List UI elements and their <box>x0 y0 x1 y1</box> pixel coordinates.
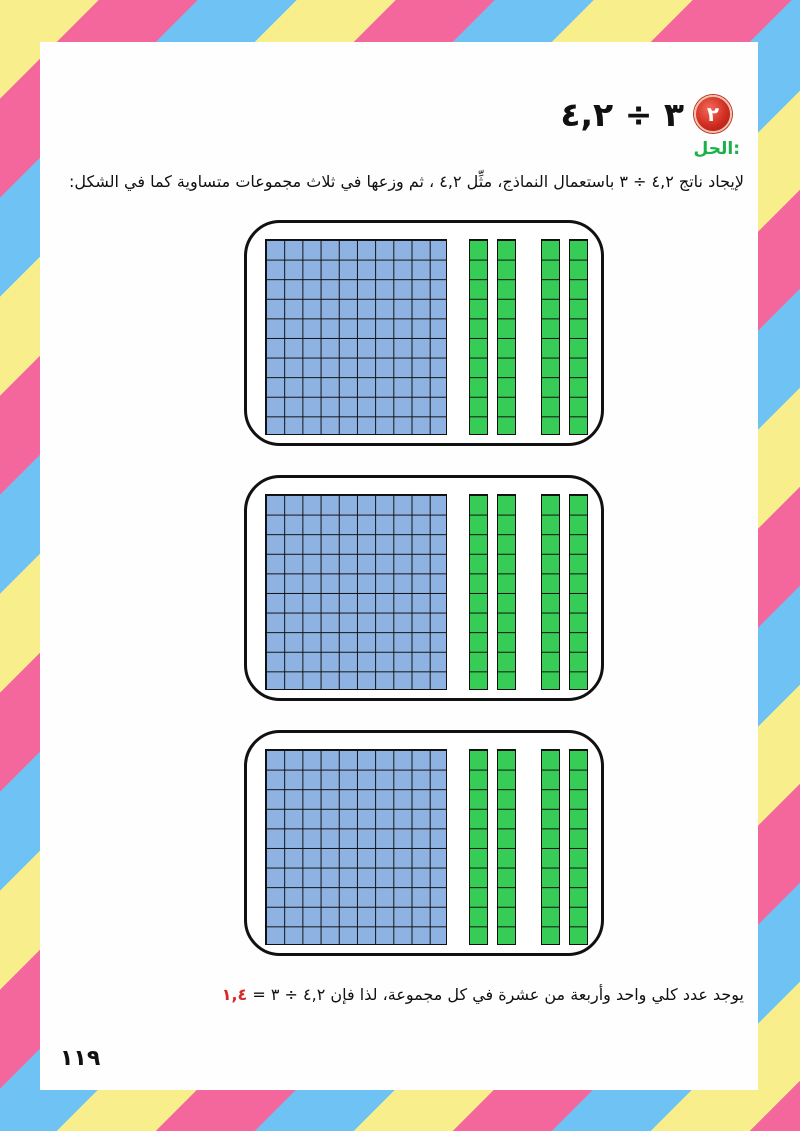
conclusion-text <box>54 985 744 1004</box>
tenth-rod <box>469 749 488 945</box>
solution-label: الحل: <box>693 139 740 159</box>
tenth-rod <box>469 239 488 435</box>
problem-number-badge: ٢ <box>694 95 732 133</box>
hundred-flat <box>265 494 447 690</box>
intro-text: لإيجاد ناتج ٤,٢ ÷ ٣ باستعمال النماذج، مثِّل ٤,٢ ، ثم وزعها في ثلاث مجموعات متساوية كما في الشكل: <box>69 172 744 191</box>
tenth-rod <box>497 749 516 945</box>
tenth-rod <box>497 239 516 435</box>
conclusion-sentence: يوجد عدد كلي واحد وأربعة من عشرة في كل مجموعة، لذا فإن ٤,٢ ÷ ٣ = <box>247 985 744 1004</box>
problem-header <box>560 94 732 134</box>
page-number: ١١٩ <box>60 1046 101 1071</box>
model-group-3 <box>244 730 604 956</box>
model-group-2 <box>244 475 604 701</box>
tenth-rod <box>569 749 588 945</box>
hundred-flat <box>265 239 447 435</box>
tenth-rod <box>569 239 588 435</box>
tenth-rod <box>569 494 588 690</box>
tenth-rod <box>541 239 560 435</box>
page <box>40 42 758 1090</box>
tenth-rod <box>541 749 560 945</box>
answer-value: ١,٤ <box>221 985 248 1004</box>
hundred-flat <box>265 749 447 945</box>
tenth-rod <box>541 494 560 690</box>
model-group-1 <box>244 220 604 446</box>
problem-expression: ٣ ÷ ٤,٢ <box>560 94 684 134</box>
tenth-rod <box>469 494 488 690</box>
tenth-rod <box>497 494 516 690</box>
